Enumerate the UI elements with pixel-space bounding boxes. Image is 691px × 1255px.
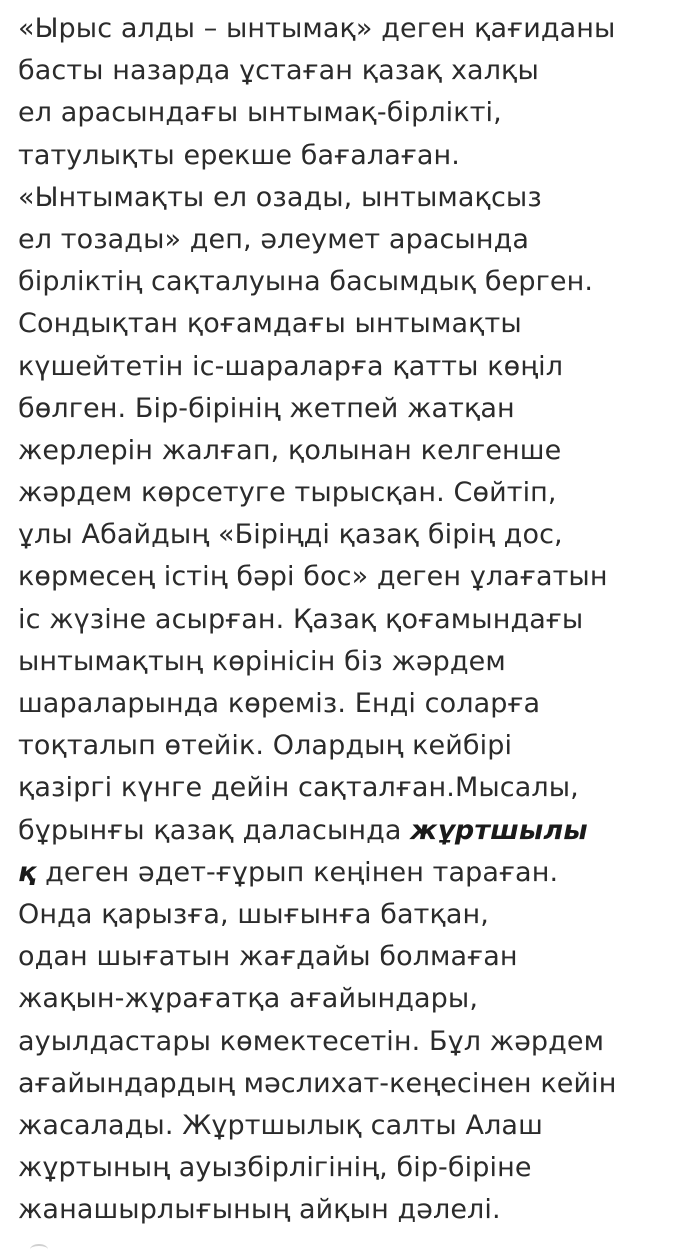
text-fragment: деген әдет-ғұрып кеңінен тараған. xyxy=(36,856,559,888)
text-line: ынтымақтың көрінісін біз жәрдем xyxy=(18,645,506,677)
text-line: ауылдастары көмектесетін. Бұл жәрдем xyxy=(18,1025,605,1057)
text-line: ағайындардың мәслихат-кеңесінен кейін xyxy=(18,1067,617,1099)
emphasized-term-continuation: қ xyxy=(18,856,37,888)
text-line-with-emphasis xyxy=(18,810,683,852)
text-line: одан шығатын жағдайы болмаған xyxy=(18,941,518,973)
text-line: «Ынтымақты ел озады, ынтымақсыз xyxy=(18,181,542,213)
text-line: татулықты ерекше бағалаған. xyxy=(18,139,460,171)
text-line-with-emphasis xyxy=(18,852,683,894)
text-line: жасалады. Жұртшылық салты Алаш xyxy=(18,1109,543,1141)
text-line: жәрдем көрсетуге тырысқан. Сөйтіп, xyxy=(18,477,557,509)
text-line: «Ырыс алды – ынтымақ» деген қағиданы xyxy=(18,13,616,44)
text-line: ел тозады» деп, әлеумет арасында xyxy=(18,223,529,255)
text-line: бөлген. Бір-бірінің жетпей жатқан xyxy=(18,392,515,424)
text-line: жұртының ауызбірлігінің, бір-біріне xyxy=(18,1152,532,1184)
text-line: іс жүзіне асырған. Қазақ қоғамындағы xyxy=(18,603,584,635)
text-line: тоқталып өтейік. Олардың кейбірі xyxy=(18,730,513,762)
text-line: жанашырлығының айқын дәлелі. xyxy=(18,1194,501,1226)
text-line: ел арасындағы ынтымақ-бірлікті, xyxy=(18,97,502,129)
text-line: жақын-жұрағатқа ағайындары, xyxy=(18,983,479,1015)
text-line: Онда қарызға, шығынға батқан, xyxy=(18,898,489,930)
text-line: көрмесең істің бәрі бос» деген ұлағатын xyxy=(18,561,608,593)
text-line: шараларында көреміз. Енді соларға xyxy=(18,688,541,719)
paragraph-text xyxy=(18,8,683,1231)
text-fragment: бұрынғы қазақ даласында xyxy=(18,814,411,846)
cropped-glyph-fragment xyxy=(30,1244,48,1255)
text-line: жерлерін жалғап, қолынан келгенше xyxy=(18,434,562,466)
text-line: бірліктің сақталуына басымдық берген. xyxy=(18,266,594,298)
text-line: күшейтетін іс-шараларға қатты көңіл xyxy=(18,350,564,382)
emphasized-term: жұртшылы xyxy=(410,814,588,846)
text-line: ұлы Абайдың «Біріңді қазақ бірің дос, xyxy=(18,519,563,551)
text-line: қазіргі күнге дейін сақталған.Мысалы, xyxy=(18,772,579,804)
text-line: Сондықтан қоғамдағы ынтымақты xyxy=(18,308,522,340)
text-line: басты назарда ұстаған қазақ халқы xyxy=(18,55,539,87)
